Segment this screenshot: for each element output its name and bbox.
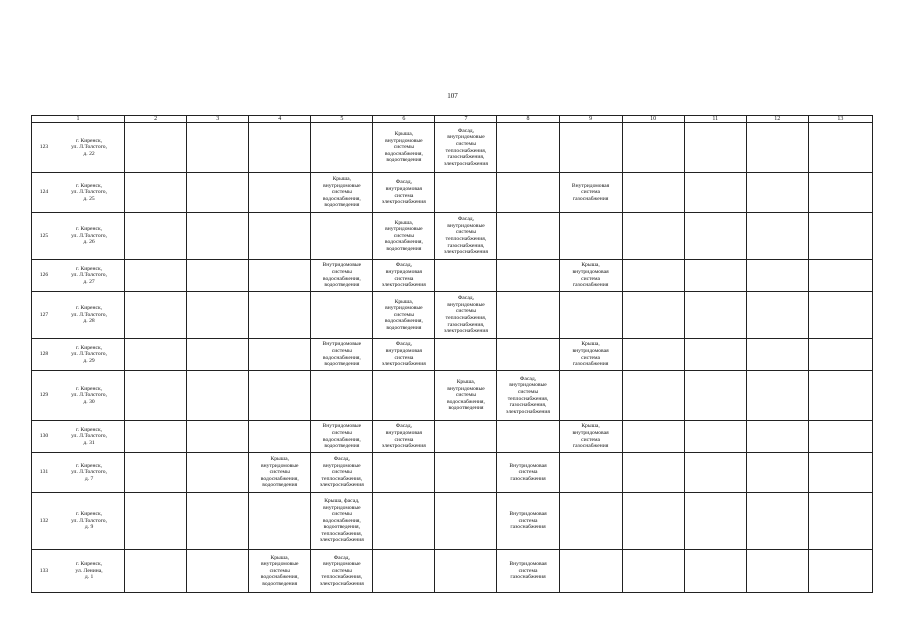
work-cell-col-9	[559, 292, 622, 339]
row-address-cell	[32, 453, 125, 493]
work-cell-col-3	[187, 292, 249, 339]
work-cell-col-7: Фасад, внутридомовые системы теплоснабжения, газоснабжения, электроснабжения	[435, 213, 497, 260]
work-cell-col-13	[808, 173, 872, 213]
work-cell-col-6: Фасад, внутридомовая система электроснабжения	[373, 260, 435, 292]
row-number: 124	[39, 189, 49, 196]
work-cell-col-8: Внутридомовая система газоснабжения	[497, 453, 559, 493]
row-number: 133	[39, 567, 49, 574]
work-cell-col-8	[497, 292, 559, 339]
work-cell-col-2	[125, 173, 187, 213]
work-cell-col-5	[311, 292, 373, 339]
row-number: 127	[39, 311, 49, 318]
work-cell-col-11	[684, 371, 746, 421]
column-header-10: 10	[622, 116, 684, 123]
work-cell-col-4	[249, 173, 311, 213]
row-number: 130	[39, 433, 49, 440]
work-cell-col-3	[187, 173, 249, 213]
page-number: 107	[447, 92, 458, 100]
row-address: г. Киренск, ул. Л.Толстого, д. 28	[71, 305, 107, 325]
table-row	[32, 292, 873, 339]
row-address-cell	[32, 339, 125, 371]
row-address-cell	[32, 213, 125, 260]
row-address: г. Киренск, ул. Л.Толстого, д. 26	[71, 226, 107, 246]
work-cell-col-5: Внутридомовые системы водоснабжения, водоотведения	[311, 421, 373, 453]
work-cell-col-6: Крыша, внутридомовые системы водоснабжения, водоотведения	[373, 213, 435, 260]
work-cell-col-6	[373, 371, 435, 421]
work-cell-col-4	[249, 493, 311, 550]
row-address-cell	[32, 173, 125, 213]
work-cell-col-10	[622, 123, 684, 173]
table-row	[32, 339, 873, 371]
row-address: г. Киренск, ул. Л.Толстого, д. 30	[71, 385, 107, 405]
work-cell-col-3	[187, 421, 249, 453]
work-cell-col-13	[808, 213, 872, 260]
work-cell-col-13	[808, 453, 872, 493]
work-cell-col-13	[808, 550, 872, 593]
work-cell-col-3	[187, 550, 249, 593]
work-cell-col-4: Крыша, внутридомовые системы водоснабжения, водоотведения	[249, 453, 311, 493]
work-cell-col-5	[311, 371, 373, 421]
work-cell-col-7	[435, 421, 497, 453]
work-cell-col-12	[746, 213, 808, 260]
work-cell-col-2	[125, 550, 187, 593]
work-cell-col-7	[435, 453, 497, 493]
work-cell-col-5: Внутридомовые системы водоснабжения, водоотведения	[311, 260, 373, 292]
work-cell-col-9: Внутридомовая система газоснабжения	[559, 173, 622, 213]
work-cell-col-9	[559, 123, 622, 173]
work-cell-col-9	[559, 371, 622, 421]
work-cell-col-2	[125, 292, 187, 339]
work-cell-col-11	[684, 339, 746, 371]
work-cell-col-3	[187, 213, 249, 260]
work-cell-col-2	[125, 453, 187, 493]
work-cell-col-12	[746, 493, 808, 550]
work-cell-col-7: Фасад, внутридомовые системы теплоснабжения, газоснабжения, электроснабжения	[435, 123, 497, 173]
work-cell-col-8: Фасад, внутридомовые системы теплоснабжения, газоснабжения, электроснабжения	[497, 371, 559, 421]
work-cell-col-13	[808, 421, 872, 453]
row-address-cell	[32, 371, 125, 421]
work-cell-col-9: Крыша, внутридомовая система газоснабжения	[559, 421, 622, 453]
work-cell-col-9	[559, 550, 622, 593]
table-row	[32, 550, 873, 593]
work-cell-col-4	[249, 421, 311, 453]
work-cell-col-10	[622, 213, 684, 260]
table-body	[32, 123, 873, 593]
work-cell-col-3	[187, 493, 249, 550]
row-address: г. Киренск, ул. Л.Толстого, д. 9	[71, 511, 107, 531]
work-cell-col-13	[808, 493, 872, 550]
column-header-1: 1	[32, 116, 125, 123]
work-cell-col-11	[684, 213, 746, 260]
column-header-2: 2	[125, 116, 187, 123]
work-cell-col-2	[125, 339, 187, 371]
work-cell-col-9	[559, 453, 622, 493]
row-address-cell	[32, 493, 125, 550]
work-cell-col-3	[187, 339, 249, 371]
work-cell-col-2	[125, 371, 187, 421]
work-cell-col-4	[249, 339, 311, 371]
work-cell-col-12	[746, 173, 808, 213]
work-cell-col-5: Крыша, внутридомовые системы водоснабжения, водоотведения	[311, 173, 373, 213]
row-address-cell	[32, 260, 125, 292]
column-header-11: 11	[684, 116, 746, 123]
table-row	[32, 123, 873, 173]
work-cell-col-8	[497, 173, 559, 213]
work-cell-col-6: Фасад, внутридомовая система электроснабжения	[373, 173, 435, 213]
work-cell-col-6: Фасад, внутридомовая система электроснабжения	[373, 339, 435, 371]
row-address: г. Киренск, ул. Л.Толстого, д. 7	[71, 462, 107, 482]
column-header-12: 12	[746, 116, 808, 123]
work-cell-col-3	[187, 371, 249, 421]
work-cell-col-4: Крыша, внутридомовые системы водоснабжения, водоотведения	[249, 550, 311, 593]
work-cell-col-3	[187, 453, 249, 493]
column-header-13: 13	[808, 116, 872, 123]
work-cell-col-5: Внутридомовые системы водоснабжения, водоотведения	[311, 339, 373, 371]
row-number: 132	[39, 517, 49, 524]
row-number: 129	[39, 392, 49, 399]
work-cell-col-6	[373, 550, 435, 593]
row-number: 123	[39, 144, 49, 151]
row-address: г. Киренск, ул. Л.Толстого, д. 22	[71, 137, 107, 157]
work-cell-col-8	[497, 123, 559, 173]
work-cell-col-13	[808, 260, 872, 292]
work-cell-col-4	[249, 123, 311, 173]
work-cell-col-4	[249, 292, 311, 339]
work-cell-col-9: Крыша, внутридомовая система газоснабжения	[559, 260, 622, 292]
work-cell-col-12	[746, 292, 808, 339]
work-cell-col-11	[684, 421, 746, 453]
row-address: г. Киренск, ул. Л.Толстого, д. 25	[71, 182, 107, 202]
work-cell-col-10	[622, 421, 684, 453]
column-header-4: 4	[249, 116, 311, 123]
work-cell-col-11	[684, 493, 746, 550]
work-cell-col-9	[559, 493, 622, 550]
work-cell-col-6: Фасад, внутридомовая система электроснабжения	[373, 421, 435, 453]
row-address-cell	[32, 550, 125, 593]
work-cell-col-8	[497, 213, 559, 260]
work-cell-col-5	[311, 213, 373, 260]
work-cell-col-6	[373, 453, 435, 493]
work-cell-col-8	[497, 421, 559, 453]
work-cell-col-12	[746, 123, 808, 173]
work-cell-col-10	[622, 260, 684, 292]
work-cell-col-12	[746, 550, 808, 593]
row-address: г. Киренск, ул. Л.Толстого, д. 31	[71, 426, 107, 446]
work-cell-col-8	[497, 260, 559, 292]
work-cell-col-4	[249, 213, 311, 260]
column-header-5: 5	[311, 116, 373, 123]
work-cell-col-9	[559, 213, 622, 260]
row-number: 128	[39, 351, 49, 358]
column-header-7: 7	[435, 116, 497, 123]
work-cell-col-10	[622, 339, 684, 371]
work-cell-col-2	[125, 421, 187, 453]
work-cell-col-11	[684, 292, 746, 339]
work-cell-col-2	[125, 123, 187, 173]
table-row	[32, 453, 873, 493]
work-cell-col-5	[311, 123, 373, 173]
work-cell-col-10	[622, 550, 684, 593]
table-row	[32, 260, 873, 292]
work-cell-col-7	[435, 260, 497, 292]
work-cell-col-8: Внутридомовая система газоснабжения	[497, 550, 559, 593]
work-cell-col-4	[249, 371, 311, 421]
work-cell-col-2	[125, 213, 187, 260]
work-cell-col-12	[746, 260, 808, 292]
row-address-cell	[32, 123, 125, 173]
work-cell-col-7	[435, 339, 497, 371]
row-number: 126	[39, 272, 49, 279]
table-row	[32, 493, 873, 550]
work-cell-col-7	[435, 173, 497, 213]
work-cell-col-6	[373, 493, 435, 550]
work-cell-col-12	[746, 453, 808, 493]
row-address-cell	[32, 421, 125, 453]
work-cell-col-8: Внутридомовая система газоснабжения	[497, 493, 559, 550]
column-header-6: 6	[373, 116, 435, 123]
work-cell-col-12	[746, 339, 808, 371]
work-cell-col-6: Крыша, внутридомовые системы водоснабжения, водоотведения	[373, 292, 435, 339]
work-cell-col-6: Крыша, внутридомовые системы водоснабжения, водоотведения	[373, 123, 435, 173]
column-header-3: 3	[187, 116, 249, 123]
work-cell-col-12	[746, 421, 808, 453]
work-cell-col-13	[808, 371, 872, 421]
work-cell-col-7	[435, 550, 497, 593]
work-cell-col-10	[622, 493, 684, 550]
work-cell-col-2	[125, 260, 187, 292]
work-cell-col-9: Крыша, внутридомовая система газоснабжения	[559, 339, 622, 371]
work-cell-col-7: Фасад, внутридомовые системы теплоснабжения, газоснабжения, электроснабжения	[435, 292, 497, 339]
work-cell-col-5: Фасад, внутридомовые системы теплоснабжения, электроснабжения	[311, 550, 373, 593]
table-row	[32, 173, 873, 213]
work-cell-col-10	[622, 371, 684, 421]
work-cell-col-12	[746, 371, 808, 421]
work-cell-col-2	[125, 493, 187, 550]
work-cell-col-8	[497, 339, 559, 371]
work-cell-col-3	[187, 260, 249, 292]
table-row	[32, 213, 873, 260]
column-header-8: 8	[497, 116, 559, 123]
row-number: 131	[39, 469, 49, 476]
column-header-row	[32, 116, 873, 123]
work-cell-col-13	[808, 292, 872, 339]
row-number: 125	[39, 232, 49, 239]
work-cell-col-11	[684, 123, 746, 173]
work-cell-col-5: Фасад, внутридомовые системы теплоснабжения, электроснабжения	[311, 453, 373, 493]
work-cell-col-13	[808, 339, 872, 371]
column-header-9: 9	[559, 116, 622, 123]
work-cell-col-7	[435, 493, 497, 550]
work-cell-col-7: Крыша, внутридомовые системы водоснабжения, водоотведения	[435, 371, 497, 421]
row-address: г. Киренск, ул. Ленина, д. 1	[75, 561, 103, 581]
work-cell-col-11	[684, 173, 746, 213]
work-cell-col-10	[622, 292, 684, 339]
row-address-cell	[32, 292, 125, 339]
repair-schedule-table	[31, 115, 873, 593]
row-address: г. Киренск, ул. Л.Толстого, д. 27	[71, 265, 107, 285]
work-cell-col-11	[684, 453, 746, 493]
work-cell-col-5: Крыша, фасад, внутридомовые системы водоснабжения, водоотведения, теплоснабжения, электроснабжения	[311, 493, 373, 550]
table-row	[32, 421, 873, 453]
table-row	[32, 371, 873, 421]
work-cell-col-4	[249, 260, 311, 292]
row-address: г. Киренск, ул. Л.Толстого, д. 29	[71, 344, 107, 364]
work-cell-col-11	[684, 260, 746, 292]
work-cell-col-3	[187, 123, 249, 173]
work-cell-col-10	[622, 173, 684, 213]
work-cell-col-11	[684, 550, 746, 593]
work-cell-col-10	[622, 453, 684, 493]
work-cell-col-13	[808, 123, 872, 173]
